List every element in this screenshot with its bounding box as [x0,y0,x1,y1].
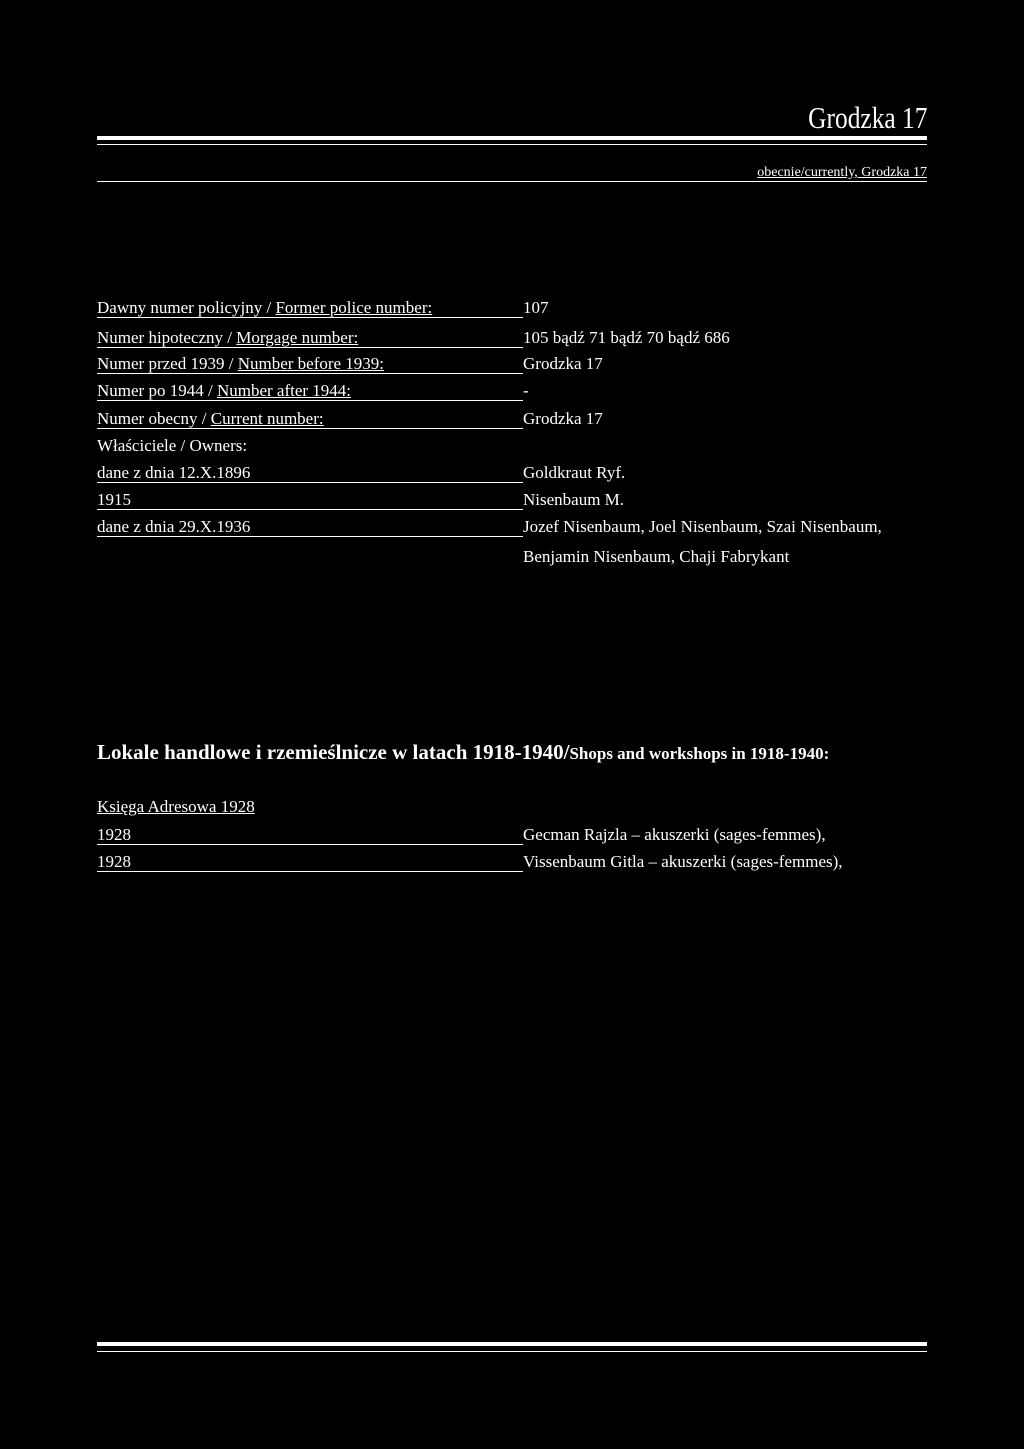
row-value: - [523,381,529,400]
subtitle-rule [97,181,927,182]
header-rule-thick [97,136,927,140]
footer-rule-thin [97,1351,927,1352]
row-label: Dawny numer policyjny / Former police number: [97,297,523,318]
owner-date: dane z dnia 12.X.1896 [97,462,523,483]
shop-entry-text: Gecman Rajzla – akuszerki (sages-femmes), [523,825,826,844]
shops-heading-en: Shops and workshops in 1918-1940: [569,744,830,763]
row-label: Numer przed 1939 / Number before 1939: [97,353,523,374]
owner-names: Goldkraut Ryf. [523,463,626,482]
shop-entry-year: 1928 [97,824,523,845]
row-value: Grodzka 17 [523,354,603,373]
page-title: Grodzka 17 [807,100,927,135]
row-value: 105 bądź 71 bądź 70 bądź 686 [523,328,730,347]
shop-entry-text: Vissenbaum Gitla – akuszerki (sages-femmes), [523,852,843,871]
shops-heading-pl: Lokale handlowe i rzemieślnicze w latach 1918-1940/ [97,740,570,764]
owner-names-continued: Benjamin Nisenbaum, Chaji Fabrykant [523,547,790,566]
shops-source-title: Księga Adresowa 1928 [97,797,255,816]
footer-rule-thick [97,1342,927,1346]
header-rule-thin [97,144,927,145]
row-label: Numer hipoteczny / Morgage number: [97,327,523,348]
owner-names: Nisenbaum M. [523,490,625,509]
shop-entry-year: 1928 [97,851,523,872]
shops-section-heading [97,738,829,768]
row-value: Grodzka 17 [523,409,603,428]
owner-date: dane z dnia 29.X.1936 [97,516,523,537]
page-subtitle: obecnie/currently, Grodzka 17 [757,165,927,180]
owner-names: Jozef Nisenbaum, Joel Nisenbaum, Szai Nisenbaum, [523,517,882,536]
row-label: Numer obecny / Current number: [97,408,523,429]
row-value: 107 [523,298,549,317]
owners-label: Właściciele / Owners: [97,436,248,455]
owner-date: 1915 [97,489,523,510]
row-label: Numer po 1944 / Number after 1944: [97,380,523,401]
